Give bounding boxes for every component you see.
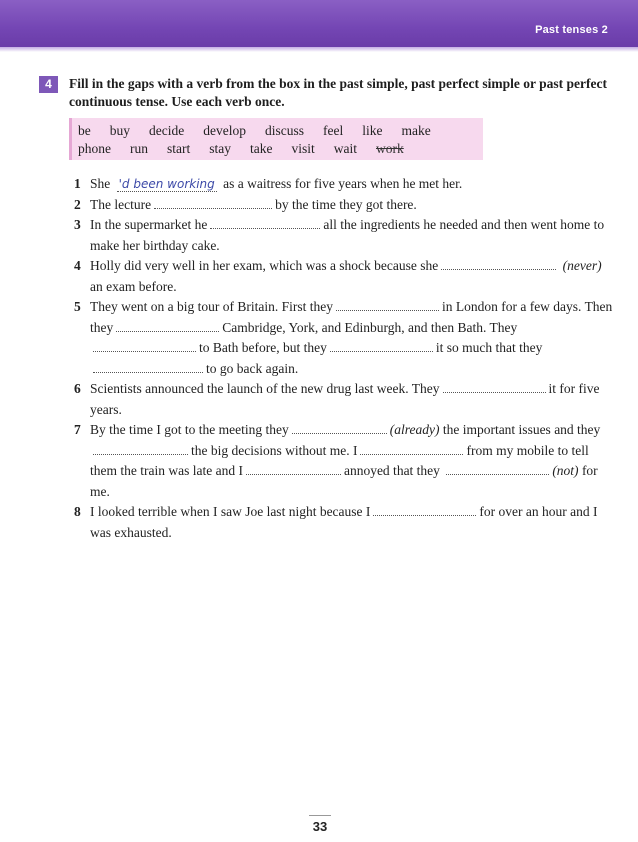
answer-gap[interactable] [360, 442, 463, 455]
word-box-word: be [78, 123, 91, 138]
word-box-word: wait [333, 141, 358, 156]
answer-gap[interactable] [93, 339, 196, 352]
item-text: an exam before. [90, 278, 177, 294]
exercise-item-8 [74, 502, 614, 543]
exercise-item-6 [74, 379, 614, 420]
exercise-items [74, 174, 614, 543]
item-text: for over an hour and I was exhausted. [90, 504, 598, 540]
answer-gap[interactable] [441, 257, 556, 270]
word-box [69, 118, 483, 160]
item-number: 1 [74, 176, 81, 191]
answer-gap[interactable] [210, 216, 320, 229]
item-number: 4 [74, 258, 81, 273]
exercise-item-3 [74, 215, 614, 256]
item-number: 6 [74, 381, 81, 396]
item-text: to go back again. [206, 360, 299, 376]
item-text: it so much that they [435, 340, 543, 355]
answer-gap[interactable] [336, 298, 439, 311]
word-box-word: make [401, 123, 431, 138]
item-text: all the ingredients he needed and then went home to make her birthday cake. [90, 217, 605, 253]
item-prompt: (never) [562, 258, 602, 273]
answer-gap[interactable] [116, 319, 219, 332]
item-text: The lecture [90, 196, 152, 212]
answer-gap[interactable] [93, 442, 188, 455]
item-prompt: (not) [552, 463, 579, 478]
item-prompt: (already) [389, 422, 440, 437]
item-text: as a waitress for five years when he met her. [223, 176, 463, 191]
exercise-item-5 [74, 297, 614, 379]
item-number: 7 [74, 422, 81, 437]
word-box-word-struck: work [376, 141, 404, 156]
item-text: Scientists announced the launch of the new drug last week. They [90, 381, 440, 396]
word-box-word: phone [78, 141, 111, 156]
item-text: the important issues and they [442, 422, 601, 437]
item-text: I looked terrible when I saw Joe last night because I [90, 504, 371, 519]
item-number: 2 [74, 196, 81, 212]
word-box-row-1 [78, 123, 450, 139]
answer-gap[interactable] [330, 339, 433, 352]
word-box-row-2 [78, 141, 423, 157]
item-number: 8 [74, 504, 81, 519]
word-box-word: buy [109, 123, 130, 138]
item-text: the big decisions without me. I [191, 442, 358, 458]
item-text: from my mobile to tell them the train was late and I [90, 442, 589, 478]
item-text: They went on a big tour of Britain. First they [90, 299, 333, 314]
item-text: In the supermarket he [90, 217, 208, 232]
item-text: By the time I got to the meeting they [90, 422, 289, 437]
item-number: 5 [74, 299, 81, 314]
exercise-item-7 [74, 420, 614, 502]
item-text: by the time they got there. [275, 196, 417, 212]
item-text: Holly did very well in her exam, which was a shock because she [90, 258, 439, 273]
handwritten-answer: 'd been working [118, 177, 215, 191]
exercise-number-badge: 4 [39, 76, 58, 93]
page-number: 33 [309, 815, 331, 834]
word-box-word: develop [203, 123, 246, 138]
word-box-word: visit [291, 141, 315, 156]
answer-gap[interactable] [446, 462, 549, 475]
word-box-word: feel [323, 123, 344, 138]
word-box-word: start [167, 141, 191, 156]
exercise-item-4 [74, 256, 614, 297]
word-box-word: discuss [264, 123, 304, 138]
answer-gap[interactable] [373, 503, 476, 516]
word-box-word: decide [149, 123, 185, 138]
answer-gap[interactable] [443, 380, 546, 393]
item-number: 3 [74, 217, 81, 232]
word-box-word: run [130, 141, 148, 156]
item-text: it for five years. [90, 381, 600, 417]
word-box-word: like [362, 123, 383, 138]
answer-gap[interactable] [246, 462, 341, 475]
item-text: Cambridge, York, and Edinburgh, and then Bath. They [222, 319, 518, 335]
item-text: for me. [90, 463, 598, 499]
answer-gap[interactable] [154, 196, 272, 209]
item-text: She [90, 176, 111, 191]
section-label: Past tenses 2 [535, 24, 608, 36]
exercise-item-1 [74, 174, 614, 195]
answer-gap[interactable] [292, 421, 387, 434]
word-box-word: stay [209, 141, 231, 156]
item-text: annoyed that they [343, 463, 440, 478]
item-text: in London for a few days. Then they [90, 299, 613, 335]
exercise-instruction: Fill in the gaps with a verb from the box in the past simple, past perfect simple or past perfect continuous tense. Use each verb once. [69, 76, 607, 109]
exercise-item-2 [74, 195, 614, 216]
header-bar [0, 0, 638, 47]
item-text: to Bath before, but they [199, 340, 327, 355]
word-box-word: take [250, 141, 273, 156]
answer-gap[interactable] [93, 360, 203, 373]
